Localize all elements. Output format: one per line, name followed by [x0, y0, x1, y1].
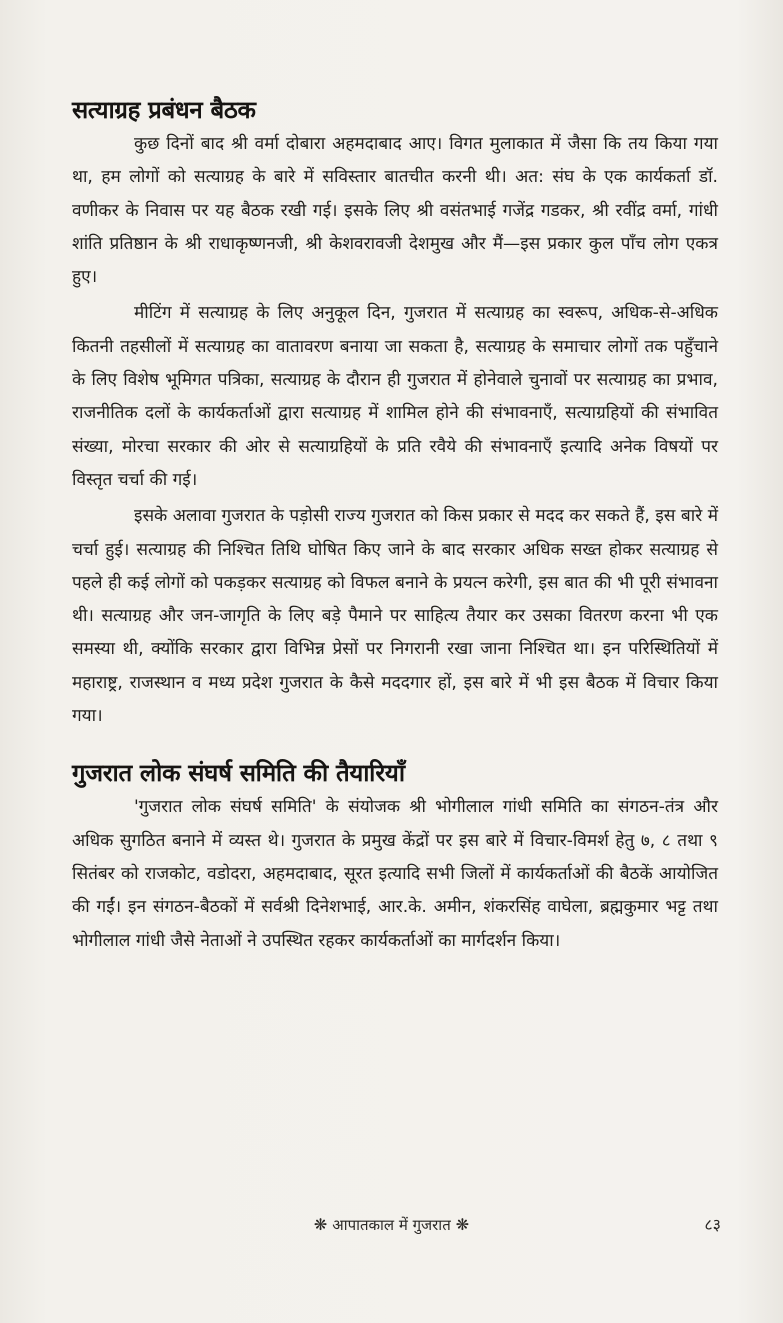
page-footer — [0, 1213, 783, 1237]
asterism-right-icon: ❋ — [455, 1215, 470, 1234]
asterism-left-icon: ❋ — [313, 1215, 328, 1234]
paragraph-2: मीटिंग में सत्याग्रह के लिए अनुकूल दिन, गुजरात में सत्याग्रह का स्वरूप, अधिक-से-अधिक कितनी तहसीलों में सत्याग्रह का वातावरण बनाया जा सकता है, सत्याग्रह के समाचार लोगों तक पहुँचाने के लिए विशेष भूमिगत पत्रिका, सत्याग्रह के दौरान ही गुजरात में होनेवाले चुनावों पर सत्याग्रह का प्रभाव, राजनीतिक दलों के कार्यकर्ताओं द्वारा सत्याग्रह में शामिल होने की संभावनाएँ, सत्याग्रहियों की संभावित संख्या, मोरचा सरकार की ओर से सत्याग्रहियों के प्रति रवैये की संभावनाएँ इत्यादि अनेक विषयों पर विस्तृत चर्चा की गई। — [72, 303, 718, 490]
running-footer — [0, 1213, 783, 1237]
section-heading-satyagraha-meeting: सत्याग्रह प्रबंधन बैठक — [72, 96, 256, 124]
paragraph-4: 'गुजरात लोक संघर्ष समिति' के संयोजक श्री भोगीलाल गांधी समिति का संगठन-तंत्र और अधिक सुगठित बनाने में व्यस्त थे। गुजरात के प्रमुख केंद्रों पर इस बारे में विचार-विमर्श हेतु ७, ८ तथा ९ सितंबर को राजकोट, वडोदरा, अहमदाबाद, सूरत इत्यादि सभी जिलों में कार्यकर्ताओं की बैठकें आयोजित की गईं। इन संगठन-बैठकों में सर्वश्री दिनेशभाई, आर.के. अमीन, शंकरसिंह वाघेला, ब्रह्मकुमार भट्ट तथा भोगीलाल गांधी जैसे नेताओं ने उपस्थित रहकर कार्यकर्ताओं का मार्गदर्शन किया। — [72, 797, 718, 951]
page-number: ८३ — [704, 1215, 721, 1234]
book-title: आपातकाल में गुजरात — [332, 1216, 451, 1234]
paragraph-1: कुछ दिनों बाद श्री वर्मा दोबारा अहमदाबाद आए। विगत मुलाकात में जैसा कि तय किया गया था, हम लोगों को सत्याग्रह के बारे में सविस्तार बातचीत करनी थी। अत: संघ के एक कार्यकर्ता डॉ. वणीकर के निवास पर यह बैठक रखी गई। इसके लिए श्री वसंतभाई गजेंद्र गडकर, श्री रवींद्र वर्मा, गांधी शांति प्रतिष्ठान के श्री राधाकृष्णनजी, श्री केशवरावजी देशमुख और मैं—इस प्रकार कुल पाँच लोग एकत्र हुए। — [72, 134, 718, 288]
page-content — [72, 92, 718, 958]
paragraph-3: इसके अलावा गुजरात के पड़ोसी राज्य गुजरात को किस प्रकार से मदद कर सकते हैं, इस बारे में चर्चा हुई। सत्याग्रह की निश्चित तिथि घोषित किए जाने के बाद सरकार अधिक सख्त होकर सत्याग्रह से पहले ही कई लोगों को पकड़कर सत्याग्रह को विफल बनाने के प्रयत्न करेगी, इस बात की भी पूरी संभावना थी। सत्याग्रह और जन-जागृति के लिए बड़े पैमाने पर साहित्य तैयार कर उसका वितरण करना भी एक समस्या थी, क्योंकि सरकार द्वारा विभिन्न प्रेसों पर निगरानी रखा जाना निश्चित था। इन परिस्थितियों में महाराष्ट्र, राजस्थान व मध्य प्रदेश गुजरात के कैसे मददगार हों, इस बारे में भी इस बैठक में विचार किया गया। — [72, 506, 718, 727]
section-heading-gujarat-lok-sangharsh: गुजरात लोक संघर्ष समिति की तैयारियाँ — [72, 759, 405, 788]
